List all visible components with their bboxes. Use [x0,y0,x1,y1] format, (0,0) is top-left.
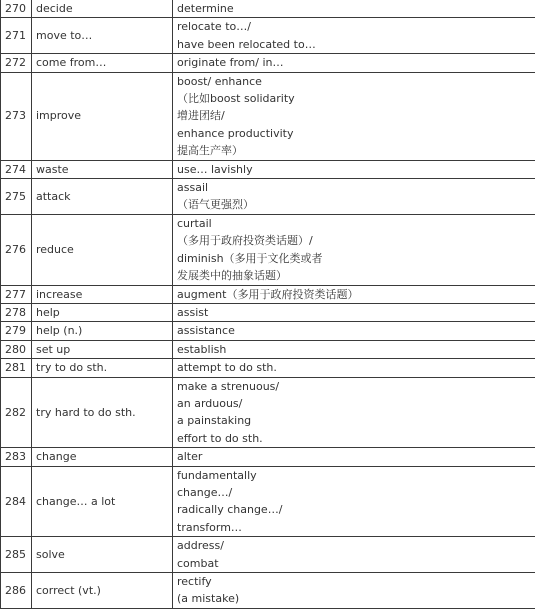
advanced-alternative [173,285,535,303]
row-number: 271 [1,18,32,54]
alternative-line: effort to do sth. [177,430,535,447]
basic-term: solve [32,537,173,573]
advanced-alternative [173,466,535,537]
basic-term: correct (vt.) [32,573,173,609]
alternative-line: 增进团结/ [177,107,535,124]
alternative-line: rectify [177,573,535,590]
table-row [1,54,535,72]
basic-term: reduce [32,214,173,285]
table-row [1,72,535,160]
row-number: 282 [1,377,32,448]
alternative-line: establish [177,341,535,358]
advanced-alternative [173,160,535,178]
alternative-line: radically change…/ [177,501,535,518]
row-number: 286 [1,573,32,609]
alternative-line: make a strenuous/ [177,378,535,395]
row-number: 278 [1,303,32,321]
alternative-line: transform… [177,519,535,536]
basic-term: come from… [32,54,173,72]
table-row [1,18,535,54]
alternative-line: a painstaking [177,412,535,429]
row-number: 272 [1,54,32,72]
row-number: 275 [1,179,32,215]
basic-term: try hard to do sth. [32,377,173,448]
row-number: 277 [1,285,32,303]
row-number: 274 [1,160,32,178]
row-number: 279 [1,322,32,340]
advanced-alternative [173,448,535,466]
table-row [1,303,535,321]
alternative-line: assist [177,304,535,321]
alternative-line: assistance [177,322,535,339]
basic-term: waste [32,160,173,178]
advanced-alternative [173,0,535,18]
advanced-alternative [173,340,535,358]
basic-term: increase [32,285,173,303]
alternative-line: assail [177,179,535,196]
alternative-line: diminish（多用于文化类或者 [177,250,535,267]
table-row [1,0,535,18]
vocabulary-table-body [1,0,535,608]
alternative-line: attempt to do sth. [177,359,535,376]
advanced-alternative [173,303,535,321]
alternative-line: address/ [177,537,535,554]
table-row [1,214,535,285]
row-number: 283 [1,448,32,466]
table-row [1,573,535,609]
row-number: 280 [1,340,32,358]
row-number: 281 [1,359,32,377]
alternative-line: 发展类中的抽象话题） [177,267,535,284]
basic-term: move to… [32,18,173,54]
advanced-alternative [173,377,535,448]
alternative-line: curtail [177,215,535,232]
alternative-line: (a mistake) [177,590,535,607]
basic-term: help (n.) [32,322,173,340]
alternative-line: alter [177,448,535,465]
basic-term: change [32,448,173,466]
advanced-alternative [173,359,535,377]
advanced-alternative [173,179,535,215]
advanced-alternative [173,18,535,54]
alternative-line: combat [177,555,535,572]
advanced-alternative [173,537,535,573]
advanced-alternative [173,72,535,160]
table-row [1,340,535,358]
alternative-line: 提高生产率） [177,142,535,159]
alternative-line: originate from/ in… [177,54,535,71]
table-row [1,448,535,466]
table-row [1,179,535,215]
table-row [1,359,535,377]
alternative-line: have been relocated to… [177,36,535,53]
advanced-alternative [173,573,535,609]
basic-term: improve [32,72,173,160]
basic-term: decide [32,0,173,18]
basic-term: try to do sth. [32,359,173,377]
row-number: 276 [1,214,32,285]
alternative-line: fundamentally [177,467,535,484]
alternative-line: （语气更强烈） [177,196,535,213]
table-row [1,160,535,178]
advanced-alternative [173,54,535,72]
basic-term: set up [32,340,173,358]
row-number: 284 [1,466,32,537]
alternative-line: change…/ [177,484,535,501]
alternative-line: （多用于政府投资类话题）/ [177,232,535,249]
basic-term: change… a lot [32,466,173,537]
basic-term: help [32,303,173,321]
advanced-alternative [173,214,535,285]
row-number: 270 [1,0,32,18]
table-row [1,285,535,303]
alternative-line: determine [177,0,535,17]
table-row [1,322,535,340]
alternative-line: boost/ enhance [177,73,535,90]
row-number: 273 [1,72,32,160]
alternative-line: enhance productivity [177,125,535,142]
basic-term: attack [32,179,173,215]
table-row [1,537,535,573]
table-row [1,377,535,448]
row-number: 285 [1,537,32,573]
alternative-line: augment（多用于政府投资类话题） [177,286,535,303]
table-row [1,466,535,537]
alternative-line: use… lavishly [177,161,535,178]
alternative-line: an arduous/ [177,395,535,412]
advanced-alternative [173,322,535,340]
alternative-line: （比如boost solidarity [177,90,535,107]
alternative-line: relocate to…/ [177,18,535,35]
